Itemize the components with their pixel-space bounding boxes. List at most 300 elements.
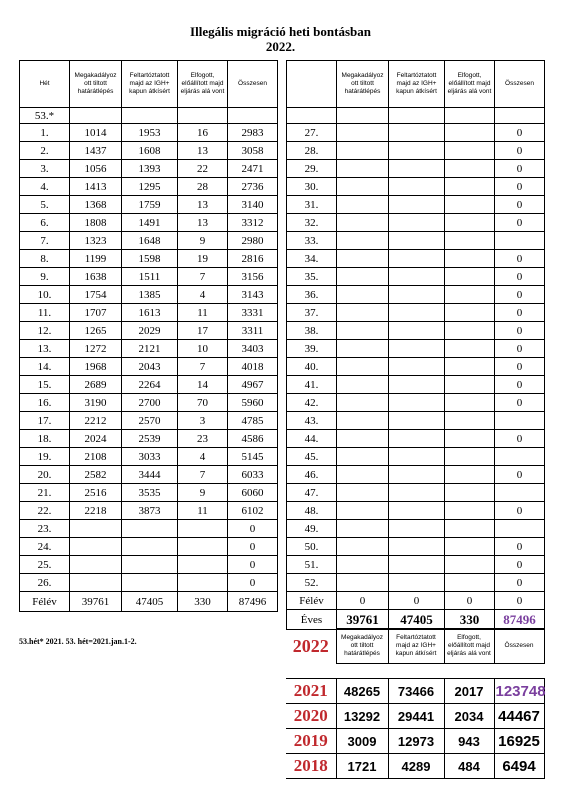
year-value: 123748 (494, 679, 544, 704)
right-cell-total: 0 (495, 394, 545, 412)
right-cell-col2 (389, 376, 445, 394)
right-cell-col1 (337, 214, 389, 232)
left-cell-col1: 1754 (70, 286, 122, 304)
right-cell-week: 29. (287, 160, 337, 178)
right-cell-col1 (337, 178, 389, 196)
left-cell-total: 0 (228, 574, 278, 592)
right-cell-total: 0 (495, 538, 545, 556)
left-cell-week: 17. (20, 412, 70, 430)
left-cell-col2: 1608 (122, 142, 178, 160)
right-cell-col3 (445, 412, 495, 430)
right-cell-col3 (445, 448, 495, 466)
right-cell-total: 0 (495, 502, 545, 520)
left-cell-col1 (70, 538, 122, 556)
right-row (287, 286, 545, 304)
left-cell-total: 3312 (228, 214, 278, 232)
left-cell-col3: 28 (178, 178, 228, 196)
left-cell-total: 3403 (228, 340, 278, 358)
right-cell-total: 0 (495, 304, 545, 322)
year-row (286, 704, 544, 729)
right-cell-total: 0 (495, 466, 545, 484)
left-cell-col1: 1056 (70, 160, 122, 178)
right-cell-col1 (337, 142, 389, 160)
left-cell-col2: 3444 (122, 466, 178, 484)
left-cell-col3 (178, 538, 228, 556)
left-cell-col2: 3873 (122, 502, 178, 520)
right-cell-week (287, 108, 337, 124)
right-cell-total: 0 (495, 250, 545, 268)
left-cell-total: 3140 (228, 196, 278, 214)
right-cell-week: 46. (287, 466, 337, 484)
right-cell-col2 (389, 538, 445, 556)
right-cell-col1 (337, 160, 389, 178)
right-cell-week: 43. (287, 412, 337, 430)
left-cell-col3 (178, 574, 228, 592)
year-label: 2021 (286, 679, 336, 704)
left-cell-total: 4967 (228, 376, 278, 394)
right-cell-col2 (389, 340, 445, 358)
year-row (286, 679, 544, 704)
left-cell-col1: 3190 (70, 394, 122, 412)
right-cell-total: 0 (495, 214, 545, 232)
left-row (20, 538, 278, 556)
left-cell-col3: 13 (178, 196, 228, 214)
left-cell-total: 0 (228, 556, 278, 574)
left-row (20, 286, 278, 304)
left-cell-col2 (122, 538, 178, 556)
header-total: Összesen (495, 61, 545, 108)
right-cell-col2 (389, 178, 445, 196)
right-cell-col3 (445, 232, 495, 250)
year-header-total: Összesen (494, 629, 544, 664)
left-cell-col2: 1385 (122, 286, 178, 304)
left-cell-col2: 2029 (122, 322, 178, 340)
right-cell-total: 0 (495, 322, 545, 340)
left-row (20, 108, 278, 124)
left-row (20, 394, 278, 412)
right-cell-week: Félév (287, 592, 337, 610)
left-row (20, 124, 278, 142)
right-row (287, 394, 545, 412)
left-row (20, 214, 278, 232)
left-row (20, 232, 278, 250)
right-cell-week: 33. (287, 232, 337, 250)
year-value: 13292 (336, 704, 388, 729)
right-cell-col3 (445, 250, 495, 268)
right-cell-col2 (389, 484, 445, 502)
left-row (20, 178, 278, 196)
left-cell-col2: 1598 (122, 250, 178, 268)
left-row (20, 268, 278, 286)
left-cell-col1 (70, 520, 122, 538)
right-cell-col3 (445, 196, 495, 214)
left-cell-total: 3156 (228, 268, 278, 286)
left-table (19, 60, 278, 612)
right-cell-week: 37. (287, 304, 337, 322)
right-cell-col2 (389, 286, 445, 304)
left-cell-col3: 70 (178, 394, 228, 412)
left-cell-week: 22. (20, 502, 70, 520)
left-cell-col1: 1323 (70, 232, 122, 250)
right-cell-week: 47. (287, 484, 337, 502)
left-cell-col1: 1368 (70, 196, 122, 214)
year-value: 48265 (336, 679, 388, 704)
right-cell-col3 (445, 574, 495, 592)
left-cell-col2 (122, 520, 178, 538)
right-cell-col1 (337, 466, 389, 484)
left-cell-week: 21. (20, 484, 70, 502)
right-cell-week: 27. (287, 124, 337, 142)
left-cell-week: 18. (20, 430, 70, 448)
right-cell-col3 (445, 160, 495, 178)
left-cell-total: 6102 (228, 502, 278, 520)
annual-label: Éves (287, 610, 337, 630)
header-col1: Megakadályoz ott tiltott határátlépés (70, 61, 122, 108)
right-cell-col3 (445, 376, 495, 394)
left-cell-total: 2471 (228, 160, 278, 178)
left-cell-week: 19. (20, 448, 70, 466)
left-cell-week: 14. (20, 358, 70, 376)
left-cell-total: 3143 (228, 286, 278, 304)
right-cell-week: 35. (287, 268, 337, 286)
right-cell-total: 0 (495, 268, 545, 286)
left-cell-col1: 2689 (70, 376, 122, 394)
left-cell-col3: 4 (178, 286, 228, 304)
right-cell-col1 (337, 340, 389, 358)
left-cell-col2: 2700 (122, 394, 178, 412)
left-row (20, 502, 278, 520)
right-cell-week: 32. (287, 214, 337, 232)
right-table (286, 60, 545, 630)
right-cell-col1 (337, 268, 389, 286)
year-value: 44467 (494, 704, 544, 729)
header-week-empty (287, 61, 337, 108)
year-value: 943 (444, 729, 494, 754)
right-cell-col2 (389, 556, 445, 574)
left-cell-total: 2983 (228, 124, 278, 142)
right-cell-col2 (389, 304, 445, 322)
right-cell-col1 (337, 376, 389, 394)
year-row (286, 754, 544, 779)
right-cell-col2 (389, 196, 445, 214)
year-label: 2018 (286, 754, 336, 779)
right-cell-col2 (389, 214, 445, 232)
right-cell-week: 38. (287, 322, 337, 340)
right-cell-col1 (337, 538, 389, 556)
right-cell-col3 (445, 358, 495, 376)
left-cell-col3: 16 (178, 124, 228, 142)
right-cell-col2 (389, 430, 445, 448)
left-cell-col1 (70, 556, 122, 574)
left-row (20, 358, 278, 376)
right-row (287, 376, 545, 394)
header-col3: Elfogott, előállított majd eljárás alá vont (445, 61, 495, 108)
left-cell-col2: 2043 (122, 358, 178, 376)
annual-total: 87496 (495, 610, 545, 630)
left-cell-total: 2816 (228, 250, 278, 268)
right-cell-col2 (389, 448, 445, 466)
left-row (20, 160, 278, 178)
left-row (20, 412, 278, 430)
year-value: 484 (444, 754, 494, 779)
year-row (286, 729, 544, 754)
year-value: 6494 (494, 754, 544, 779)
left-cell-col1: 1638 (70, 268, 122, 286)
left-cell-week: 10. (20, 286, 70, 304)
left-cell-total: 3331 (228, 304, 278, 322)
right-cell-col1 (337, 502, 389, 520)
right-cell-total: 0 (495, 178, 545, 196)
right-cell-col1 (337, 412, 389, 430)
right-row (287, 124, 545, 142)
right-row (287, 232, 545, 250)
right-cell-col2 (389, 268, 445, 286)
left-cell-week: 9. (20, 268, 70, 286)
left-cell-col1: 2024 (70, 430, 122, 448)
left-cell-total: 4018 (228, 358, 278, 376)
right-cell-col2 (389, 502, 445, 520)
right-cell-total: 0 (495, 160, 545, 178)
right-cell-col2 (389, 394, 445, 412)
right-cell-col3 (445, 142, 495, 160)
left-cell-col1: 1707 (70, 304, 122, 322)
left-cell-col2: 1393 (122, 160, 178, 178)
right-cell-col1 (337, 124, 389, 142)
right-cell-col3 (445, 394, 495, 412)
right-cell-col3 (445, 322, 495, 340)
year-value: 2034 (444, 704, 494, 729)
right-cell-col2 (389, 574, 445, 592)
left-cell-col1: 1413 (70, 178, 122, 196)
right-cell-total: 0 (495, 196, 545, 214)
left-cell-week: 1. (20, 124, 70, 142)
right-cell-week: 41. (287, 376, 337, 394)
left-row (20, 250, 278, 268)
right-cell-col3 (445, 538, 495, 556)
left-sum-row (20, 592, 278, 612)
right-cell-total: 0 (495, 142, 545, 160)
right-row (287, 142, 545, 160)
left-cell-total: 5960 (228, 394, 278, 412)
left-cell-col2: 1953 (122, 124, 178, 142)
right-cell-col2 (389, 412, 445, 430)
annual-col3: 330 (445, 610, 495, 630)
right-row (287, 304, 545, 322)
sum-label: Félév (20, 592, 70, 612)
left-cell-col1: 1014 (70, 124, 122, 142)
right-row (287, 574, 545, 592)
left-cell-col3 (178, 556, 228, 574)
right-cell-col1 (337, 574, 389, 592)
right-cell-total: 0 (495, 556, 545, 574)
left-cell-total: 0 (228, 520, 278, 538)
left-cell-week: 7. (20, 232, 70, 250)
left-cell-col3: 19 (178, 250, 228, 268)
right-cell-total (495, 448, 545, 466)
left-cell-col3: 10 (178, 340, 228, 358)
sum-col1: 39761 (70, 592, 122, 612)
left-row (20, 376, 278, 394)
left-cell-week: 16. (20, 394, 70, 412)
left-cell-week: 13. (20, 340, 70, 358)
left-cell-col2: 2121 (122, 340, 178, 358)
left-cell-col3 (178, 108, 228, 124)
right-cell-total (495, 232, 545, 250)
right-cell-week: 51. (287, 556, 337, 574)
right-row (287, 160, 545, 178)
left-cell-total (228, 108, 278, 124)
right-cell-col2 (389, 124, 445, 142)
left-row (20, 304, 278, 322)
header-total: Összesen (228, 61, 278, 108)
right-cell-col2 (389, 232, 445, 250)
right-cell-col2 (389, 142, 445, 160)
page-subtitle: 2022. (265, 39, 296, 54)
sum-total: 87496 (228, 592, 278, 612)
left-cell-col2: 1295 (122, 178, 178, 196)
right-cell-week: 36. (287, 286, 337, 304)
left-cell-week: 6. (20, 214, 70, 232)
header-col2: Feltartóztatott majd az IGH+ kapun átkísért (122, 61, 178, 108)
left-row (20, 520, 278, 538)
left-cell-week: 4. (20, 178, 70, 196)
right-cell-col3: 0 (445, 592, 495, 610)
left-cell-total: 4586 (228, 430, 278, 448)
left-cell-total: 2980 (228, 232, 278, 250)
year-header-col1: Megakadályoz ott tiltott határátlépés (336, 629, 388, 664)
left-cell-total: 5145 (228, 448, 278, 466)
left-cell-week: 11. (20, 304, 70, 322)
left-cell-total: 3058 (228, 142, 278, 160)
left-cell-col3: 7 (178, 358, 228, 376)
left-row (20, 484, 278, 502)
year-value: 29441 (388, 704, 444, 729)
year-header (286, 628, 545, 664)
left-cell-col3: 7 (178, 268, 228, 286)
left-cell-col2 (122, 108, 178, 124)
year-value: 4289 (388, 754, 444, 779)
right-row (287, 268, 545, 286)
header-col1: Megakadályoz ott tiltott határátlépés (337, 61, 389, 108)
left-cell-total: 2736 (228, 178, 278, 196)
year-value: 2017 (444, 679, 494, 704)
right-row (287, 250, 545, 268)
left-cell-col1: 2108 (70, 448, 122, 466)
left-cell-col3: 11 (178, 502, 228, 520)
right-cell-col3 (445, 108, 495, 124)
right-cell-col3 (445, 556, 495, 574)
header-week: Hét (20, 61, 70, 108)
right-row (287, 520, 545, 538)
left-cell-col1 (70, 574, 122, 592)
right-cell-week: 49. (287, 520, 337, 538)
left-cell-col3 (178, 520, 228, 538)
right-cell-col1 (337, 196, 389, 214)
left-cell-col2: 2264 (122, 376, 178, 394)
right-row (287, 502, 545, 520)
left-row (20, 322, 278, 340)
right-cell-col2 (389, 322, 445, 340)
right-cell-col1 (337, 322, 389, 340)
right-cell-col1 (337, 484, 389, 502)
right-row (287, 178, 545, 196)
left-cell-col2: 1759 (122, 196, 178, 214)
left-cell-col1: 1968 (70, 358, 122, 376)
left-cell-total: 6060 (228, 484, 278, 502)
annual-col2: 47405 (389, 610, 445, 630)
right-cell-col3 (445, 502, 495, 520)
right-row (287, 412, 545, 430)
left-cell-col3: 22 (178, 160, 228, 178)
right-cell-col1 (337, 430, 389, 448)
year-label: 2020 (286, 704, 336, 729)
left-cell-week: 53.* (20, 108, 70, 124)
left-cell-week: 15. (20, 376, 70, 394)
right-cell-week: 39. (287, 340, 337, 358)
left-cell-total: 4785 (228, 412, 278, 430)
right-cell-week: 52. (287, 574, 337, 592)
right-row (287, 358, 545, 376)
right-row (287, 214, 545, 232)
header-col3: Elfogott, előállított majd eljárás alá vont (178, 61, 228, 108)
right-cell-total (495, 484, 545, 502)
right-cell-col3 (445, 466, 495, 484)
right-cell-col2 (389, 520, 445, 538)
left-row (20, 340, 278, 358)
year-head-label: 2022 (292, 636, 329, 656)
left-row (20, 466, 278, 484)
footnote: 53.hét* 2021. 53. hét=2021.jan.1-2. (19, 637, 137, 646)
right-cell-col1 (337, 232, 389, 250)
year-comparison-table (286, 678, 545, 779)
right-cell-col3 (445, 340, 495, 358)
right-row (287, 466, 545, 484)
right-cell-col3 (445, 304, 495, 322)
header-col2: Feltartóztatott majd az IGH+ kapun átkísért (389, 61, 445, 108)
right-cell-week: 44. (287, 430, 337, 448)
right-cell-col2: 0 (389, 592, 445, 610)
sum-col2: 47405 (122, 592, 178, 612)
left-cell-col3: 9 (178, 232, 228, 250)
left-cell-col2: 1491 (122, 214, 178, 232)
right-row (287, 448, 545, 466)
left-cell-week: 23. (20, 520, 70, 538)
right-cell-week: 34. (287, 250, 337, 268)
right-cell-total: 0 (495, 286, 545, 304)
left-cell-total: 0 (228, 538, 278, 556)
right-cell-col1 (337, 250, 389, 268)
year-value: 16925 (494, 729, 544, 754)
left-cell-col3: 17 (178, 322, 228, 340)
right-cell-week: 45. (287, 448, 337, 466)
left-cell-week: 8. (20, 250, 70, 268)
right-cell-col1: 0 (337, 592, 389, 610)
right-cell-col1 (337, 448, 389, 466)
left-cell-week: 12. (20, 322, 70, 340)
right-cell-week: 31. (287, 196, 337, 214)
left-cell-col2: 1511 (122, 268, 178, 286)
right-row (287, 538, 545, 556)
right-row (287, 430, 545, 448)
right-cell-col3 (445, 214, 495, 232)
right-cell-week: 42. (287, 394, 337, 412)
annual-col1: 39761 (337, 610, 389, 630)
right-cell-col1 (337, 556, 389, 574)
left-cell-col3: 7 (178, 466, 228, 484)
right-cell-col2 (389, 250, 445, 268)
year-header-col2: Feltartóztatott majd az IGH+ kapun átkísért (388, 629, 444, 664)
right-cell-col2 (389, 108, 445, 124)
